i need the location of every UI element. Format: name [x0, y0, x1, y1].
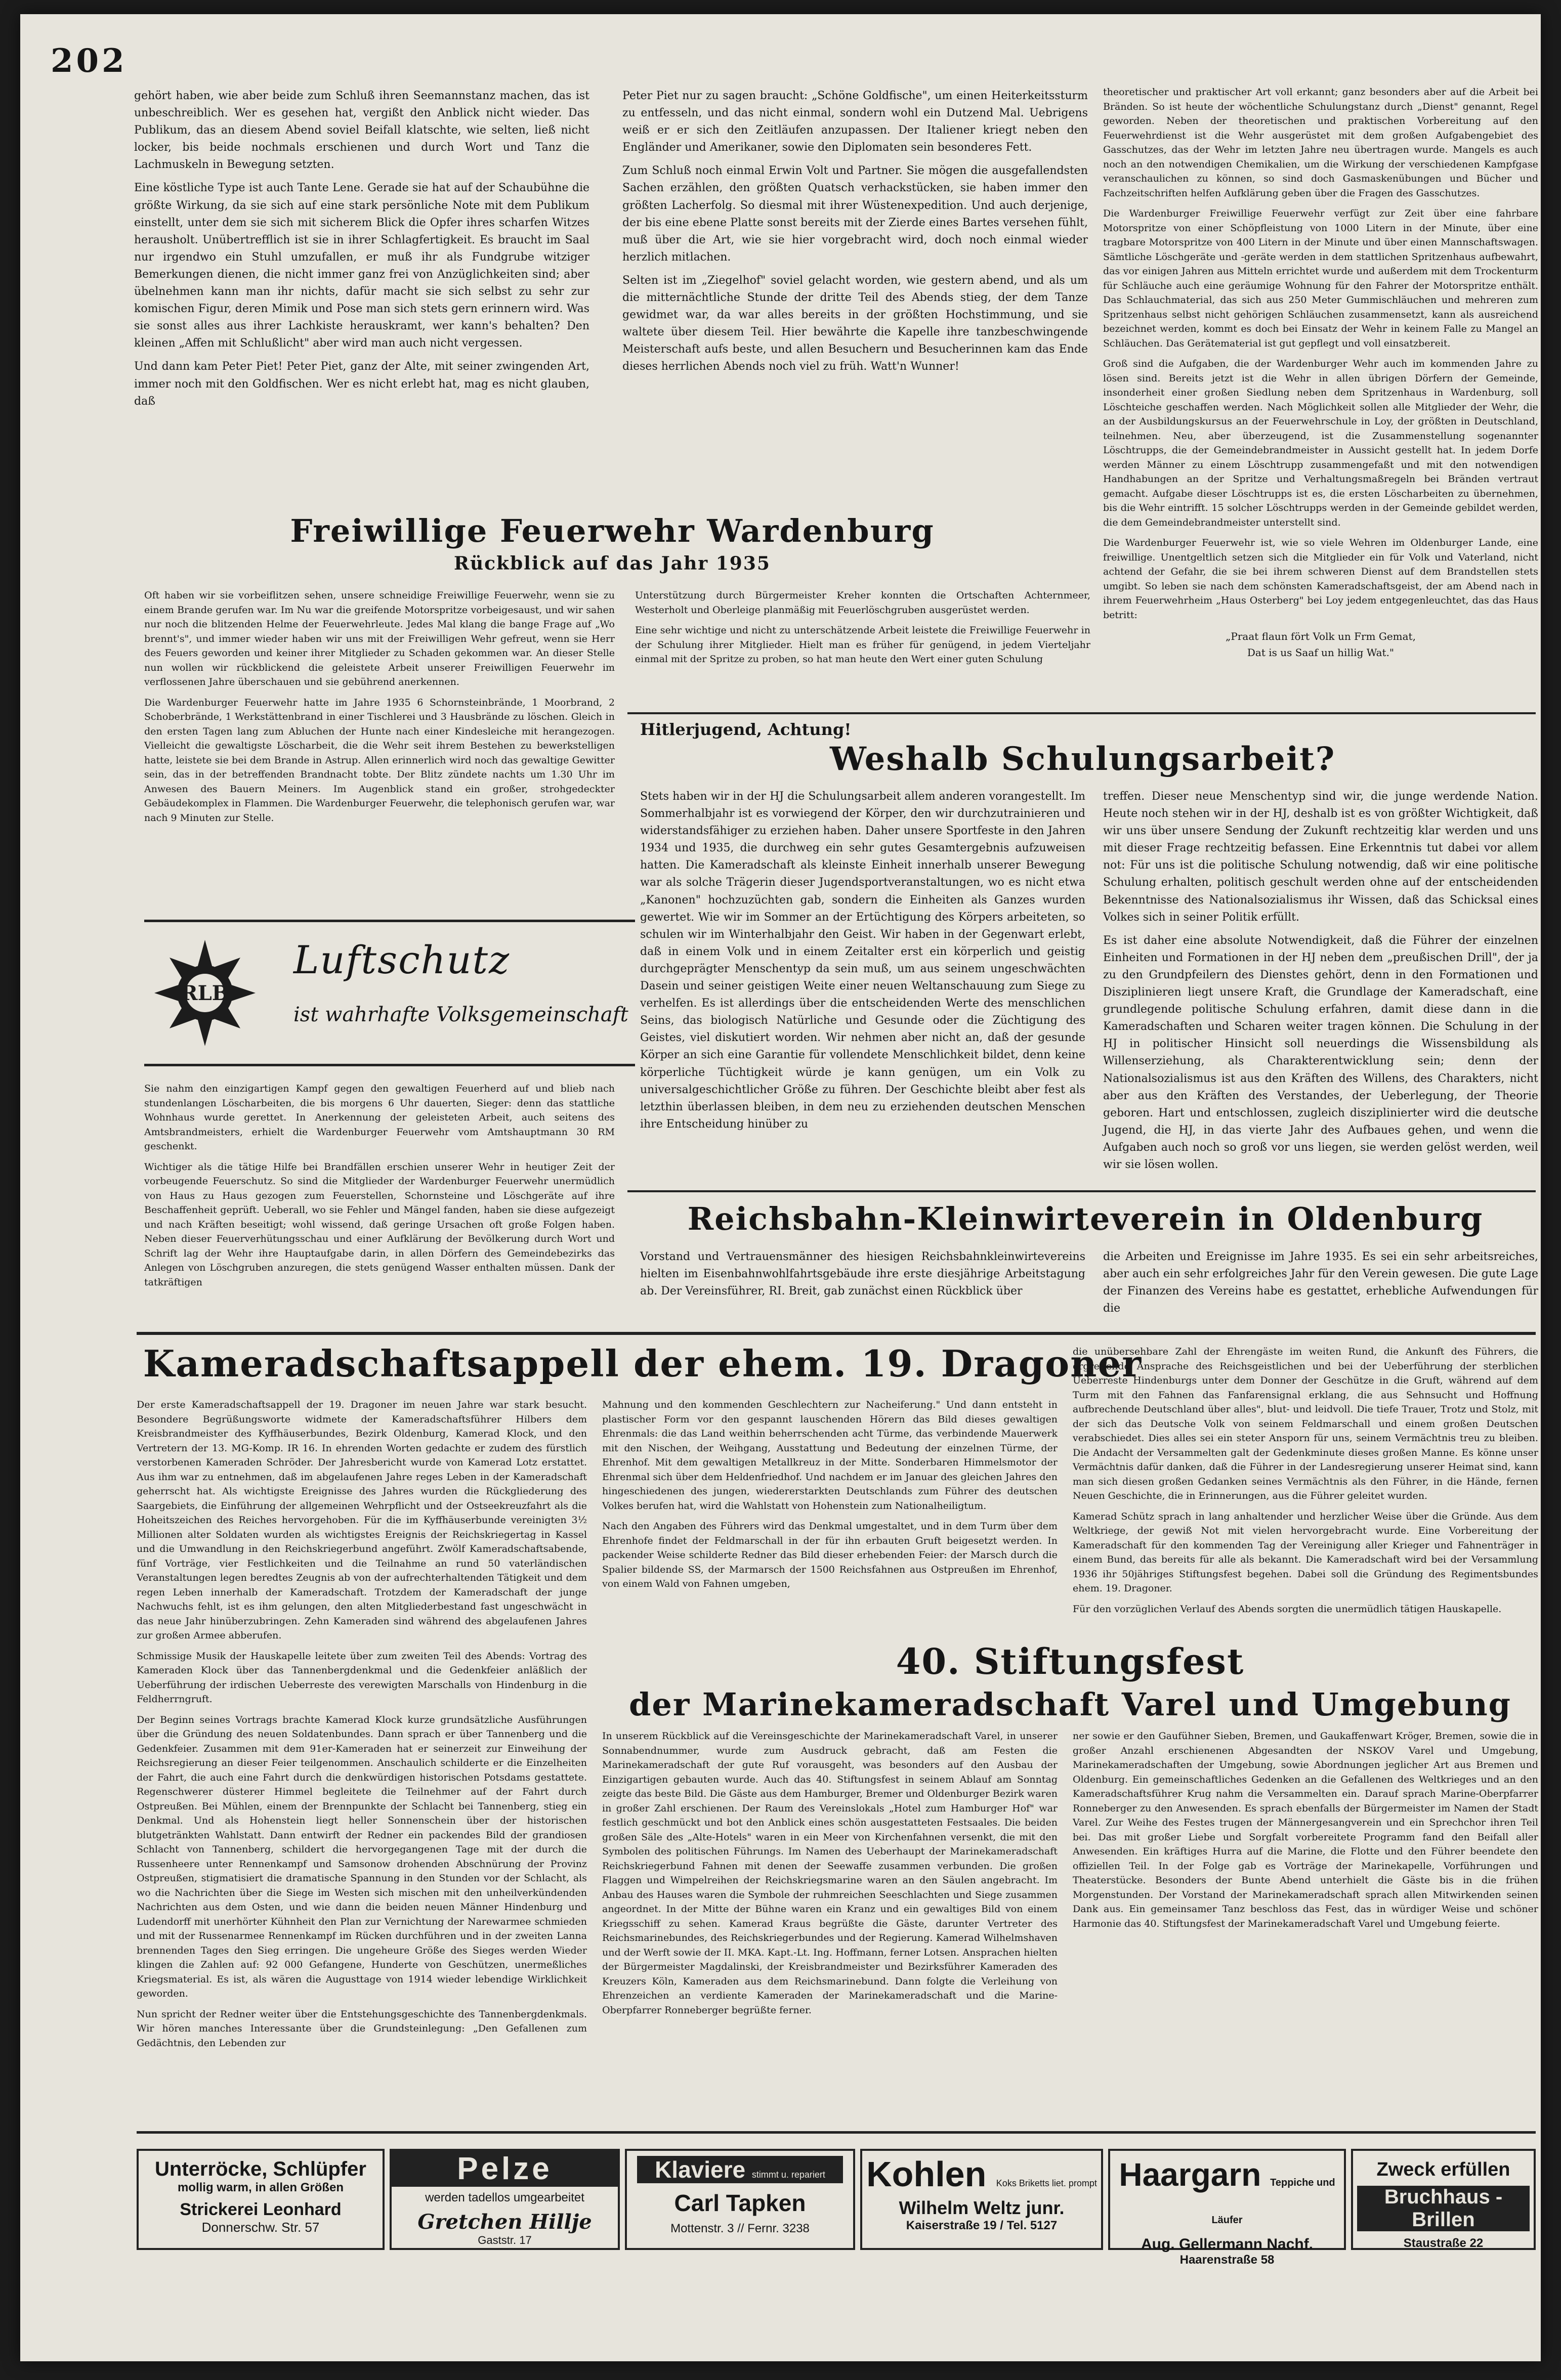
ad-headline-text: Haargarn — [1119, 2156, 1261, 2193]
paragraph: Für den vorzüglichen Verlauf des Abends sorgten die unermüdlich tätigen Hauskapelle. — [1073, 1603, 1502, 1615]
paragraph: Und dann kam Peter Piet! Peter Piet, ganz der Alte, mit seiner zwingenden Art, immer noch mit den Goldfischen. Wer es nicht erlebt hat, mag es nicht glauben, daß — [134, 360, 589, 408]
luftschutz-emblem-icon — [149, 937, 261, 1049]
dragoner-column-2 — [602, 1398, 1058, 1597]
hj-kicker: Hitlerjugend, Achtung! — [640, 720, 852, 739]
ad-address: Donnerschw. Str. 57 — [201, 2220, 320, 2235]
ad-company: Wilhelm Weltz junr. — [899, 2197, 1065, 2218]
divider — [137, 2131, 1536, 2134]
divider — [137, 1332, 1536, 1335]
ad-text: mollig warm, in allen Größen — [177, 2181, 344, 2194]
ad-company: Aug. Gellermann Nachf. — [1141, 2236, 1314, 2253]
paragraph: Sie nahm den einzigartigen Kampf gegen den gewaltigen Feuerherd auf und blieb nach stundenlangen Löscharbeiten, die bis morgens 6 Uhr dauerten, Sieger: denn das stattliche Wohnhaus wurde gerettet. In Anerkennung der geleisteten Arbeit, auch seitens des Amtsbrandmeisters, erhielt die Wardenburger Feuerwehr vom Amtshauptmann 30 RM geschenkt. — [144, 1083, 615, 1152]
motto-line: „Praat flaun fört Volk un Frm Gemat, — [1226, 630, 1416, 642]
newspaper-page — [20, 14, 1541, 2361]
reichsbahn-headline: Reichsbahn-Kleinwirteverein in Oldenburg — [687, 1200, 1484, 1237]
divider — [627, 712, 1536, 714]
feuerwehr-right-column — [635, 588, 1090, 673]
paragraph: Der erste Kameradschaftsappell der 19. Dragoner im neuen Jahre war stark besucht. Besondere Begrüßungsworte widmete der Kameradschaftsführer Hilbers dem Kreisbrandmeister des Kyffhäuserbundes, Bezirk Oldenburg, Kamerad Klock, und den Vertretern der 13. MG-Komp. IR 16. In ehrenden Worten gedachte er zudem des fürstlich verstorbenen Kameraden Schröder. Der Jahresbericht wurde von Kamerad Lotz erstattet. Aus ihm war zu entnehmen, daß im abgelaufenen Jahre reges Leben in der Kameradschaft geherrscht hat. Als wichtigste Ereignisse des Jahres wurden die Rückgliederung des Saargebiets, die Einführung der allgemeinen Wehrpflicht und der Ostseekreuzfahrt als die Hoheitszeichen des Reiches hervorgehoben. Für die im Kyffhäuserbunde vereinigten 3½ Millionen alter Soldaten wurden als wichtigstes Ereignis der Reichskriegertag in Kassel und die Umwandlung in den Reichskriegerbund angeführt. Zwölf Kameradschaftsabende, fünf Vorträge, vier Festlichkeiten und die Teilnahme an rund 50 vaterländischen Veranstaltungen legen beredtes Zeugnis ab von der aufrechterhaltenden Tätigkeit und dem regen Leben innerhalb der Kameradschaft. Trotzdem der Kameradschaft der junge Nachwuchs fehlt, ist es ihm gelungen, den alten Mitgliederbestand fast ungeschwächt in das neue Jahr hinüberzubringen. Zehn Kameraden sind während des abgelaufenen Jahres zur großen Armee abberufen. — [137, 1399, 587, 1641]
ad-address: Mottenstr. 3 // Fernr. 3238 — [670, 2222, 810, 2235]
paragraph: Schmissige Musik der Hauskapelle leitete über zum zweiten Teil des Abends: Vortrag des Kameraden Klock über das Tannenbergdenkmal und die Gedenkfeier anläßlich der Ueberführung der irdischen Ueberreste des verewigten Marschalls von Hindenburg in die Feldherrngruft. — [137, 1650, 587, 1705]
ad-headline — [862, 2154, 1101, 2194]
marine-column-2 — [1073, 1729, 1538, 1937]
paragraph: In unserem Rückblick auf die Vereinsgeschichte der Marinekameradschaft Varel, in unserer Sonnabendnummer, wurde zum Ausdruck gebracht, daß am Festen die Marinekameradschaft der gute Ruf vorausgeht, was besonders auf den Ausbau der Einzigartigen gebauten wurde. Auch das 40. Stiftungsfest in seinem Ablauf am Sonntag zeigte das beste Bild. Die Gäste aus dem Hamburger, Bremer und Oldenburger Bezirk waren in großer Zahl erschienen. Der Raum des Vereinslokals „Hotel zum Hamburger Hof" war festlich geschmückt und bot den Anblick eines schön ausgestatteten Festsaales. Die beiden großen Säle des „Alte-Hotels" waren in ein Meer von Kirchenfahnen versenkt, die mit den Symbolen des politischen Führungs. Im Namen des Ueberhaupt der Marinekameradschaft Reichskriegerbund Fahnen mit denen der Seewaffe zusammen verbunden. Die großen Flaggen und Wimpelreihen der Reichskriegsmarine waren an den Säulen angebracht. Im Anbau des Hauses waren die Symbole der ruhmreichen Seeschlachten und Siege zusammen angeordnet. In der Mitte der Bühne waren ein Kranz und ein gewaltiges Bild von einem Kriegsschiff zu sehen. Kamerad Kraus begrüßte die Gäste, darunter Vertreter des Reichsmarinebundes, des Reichskriegerbundes und der Regierung. Kamerad Wilhelmshaven und der Werft sowie der II. MKA. Kapt.-Lt. Ing. Hoffmann, ferner Lotsen. Ansprachen hielten der Bürgermeister Magdalinski, der Kreisbrandmeister und Bezirksführer Kameraden des Kreuzers Köln, Kameraden aus dem Reichsmarinebund. Dann folgte die Verleihung von Ehrenzeichen an verdiente Kameraden der Marinekameradschaft und die Marine-Oberpfarrer Ronneberger begrüßte ferner. — [602, 1730, 1058, 2016]
marine-headline-2: der Marinekameradschaft Varel und Umgebung — [628, 1686, 1511, 1723]
ad-headline-text: Kohlen — [866, 2154, 987, 2194]
paragraph: Selten ist im „Ziegelhof" soviel gelacht worden, wie gestern abend, und als um die mitternächtliche Stunde der dritte Teil des Abends stieg, der dem Tanze gewidmet war, da war alles bereits in der größten Hochstimmung, und sie waltete über diesem Teil. Hier bewährte die Kapelle ihre tanzbeschwingende Meisterschaft aufs beste, und allen Besuchern und Besucherinnen kam das Ende dieses herrlichen Abends noch viel zu früh. Watt'n Wunner! — [622, 274, 1088, 373]
paragraph: die unübersehbare Zahl der Ehrengäste im weiten Rund, die Ankunft des Führers, die ergreifende Ansprache des Reichsgeistlichen und bei der Ueberführung der sterblichen Ueberreste Hindenburgs unter dem Donner der Geschütze in die Gruft, während auf dem Turm mit den Fahnen das Fanfarensignal erklang, die aus Sehnsucht und Hoffnung aufbrechende Deutschland über alles", blut- und leidvoll. Die tiefe Trauer, Trotz und Stolz, mit der sich das Deutsche Volk von seinem Feldmarschall und einem großen Deutschen verabschiedet. Dies alles sei ein steter Ansporn für uns, seinem Vermächtnis treu zu bleiben. Die Andacht der Versammelten galt der Gedenkminute dieses großen Manne. Es könne unser Vermächtnis dafür danken, daß die Führer in der Landesregierung unserer Heimat sind, kann man sich diesen großen Gedanken seines Vermächtnis als den Führer, in die Hände, fernen Neuen Geschichte, die in Erinnerungen, aus die Führer geleitet wurden. — [1073, 1346, 1538, 1501]
ad-headline: Zweck erfüllen — [1376, 2159, 1510, 2180]
ad-headline — [1110, 2156, 1344, 2231]
marine-headline-1: 40. Stiftungsfest — [896, 1640, 1245, 1682]
hj-right-column — [1103, 788, 1538, 1180]
ad-headline-text: Klaviere — [655, 2156, 746, 2183]
paragraph: Eine sehr wichtige und nicht zu unterschätzende Arbeit leistete die Freiwillige Feuerwehr in der Schulung ihrer Mitglieder. Hielt man es früher für genügend, in jedem Vierteljahr einmal mit der Spritze zu proben, so hat man heute den Wert einer guten Schulung — [635, 625, 1090, 665]
paragraph: Wichtiger als die tätige Hilfe bei Brandfällen erschien unserer Wehr in heutiger Zeit der vorbeugende Feuerschutz. So sind die Mitglieder der Wardenburger Feuerwehr unermüdlich von Haus zu Haus gezogen zum Feuerstellen, Schornsteine und Löschgeräte auf ihre Beschaffenheit geprüft. Ueberall, wo sie Fehler und Mängel fanden, haben sie diese aufgezeigt und nach Kräften beseitigt; wohl wissend, daß geringe Ursachen oft große Folgen haben. Neben dieser Feuerverhütungsschau und einer Aufklärung der Bevölkerung durch Wort und Schrift lag der Wehr ihre Hauptaufgabe darin, in allen Dörfern des Gemeindebezirks das Anlegen von Löschgruben anzuregen, die stets genügend Wasser enthalten müssen. Dank der tatkräftigen — [144, 1161, 615, 1288]
paragraph: die Arbeiten und Ereignisse im Jahre 1935. Es sei ein sehr arbeitsreiches, aber auch ein sehr erfolgreiches Jahr für den Verein gewesen. Die gute Lage der Finanzen des Vereins habe es gestattet, erhebliche Aufwendungen für die — [1103, 1250, 1538, 1315]
marine-column-1 — [602, 1729, 1058, 2023]
dragoner-column-1 — [137, 1398, 587, 2056]
column-right-top — [1103, 85, 1538, 661]
paragraph: ner sowie er den Gaufühner Sieben, Bremen, und Gaukaffenwart Kröger, Bremen, sowie die in großer Anzahl erschienenen Abgesandten der NSKOV Varel und Umgebung, Marinekameradschaften der Umgebung, sowie Abordnungen jeglicher Art aus Bremen und Oldenburg. Ein gemeinschaftliches Gedenken an die Gefallenen des Weltkrieges und an den Kameradschaftsführer Krug nahm die Versammelten ein. Darauf sprach Marine-Oberpfarrer Ronneberger zu den Anwesenden. Es sprach ebenfalls der Bürgermeister im Namen der Stadt Varel. Zur Weihe des Festes trugen der Männergesangverein und ein Sprechchor ihren Teil bei. Das mit großer Liebe und Sorgfalt vorbereitete Programm fand den Beifall aller Anwesenden. Ein kräftiges Hurra auf die Marine, die Flotte und den Führer beendete den offiziellen Teil. In der Folge gab es Vorträge der Marinekapelle, Vorführungen und Theaterstücke. Besonders der Bunte Abend unterhielt die Gäste bis in die frühen Morgenstunden. Der Vorstand der Marinekameradschaft sprach allen Mitwirkenden seinen Dank aus. Ein gemeinsamer Tanz beschloss das Fest, das in würdiger Weise und schöner Harmonie das 40. Stiftungsfest der Marinekameradschaft Varel und Umgebung feierte. — [1073, 1730, 1538, 1929]
divider — [627, 1190, 1536, 1192]
ad-company: Gretchen Hillje — [417, 2210, 592, 2234]
paragraph: Vorstand und Vertrauensmänner des hiesigen Reichsbahnkleinwirtevereins hielten im Eisenbahnwohlfahrtsgebäude ihre erste diesjährige Arbeitstagung ab. Der Vereinsführer, RI. Breit, gab zunächst einen Rückblick über — [640, 1250, 1085, 1298]
feuerwehr-continued — [144, 1081, 615, 1295]
dragoner-headline: Kameradschaftsappell der ehem. 19. Dragoner — [143, 1342, 1143, 1385]
ad-address: Haarenstraße 58 — [1179, 2253, 1275, 2267]
luftschutz-title: Luftschutz — [293, 937, 511, 982]
ad-address: Staustraße 22 — [1403, 2236, 1484, 2250]
paragraph: Stets haben wir in der HJ die Schulungsarbeit allem anderen vorangestellt. Im Sommerhalbjahr ist es vorwiegend der Körper, den wir durchzutrainieren und widerstandsfähiger zu erziehen haben. Daher unsere Sportfeste in den Jahren 1934 und 1935, die durchweg ein sehr gutes Gesamtergebnis aufzuweisen hatten. Die Kameradschaft als kleinste Einheit innerhalb unserer Bewegung war als solche Trägerin dieser Jugendsportveranstaltungen, wo es nicht etwa „Kanonen" hochzuzüchten gab, sondern die Einheiten als Ganzes wurden gewertet. Wie wir im Sommer an der Ertüchtigung des Körpers arbeiteten, so schulen wir im Winterhalbjahr den Geist. Wir haben in der Gegenwart erlebt, daß in einem Volk und in einem Zeitalter erst ein körperlich und geistig durchgeprägter Menschentyp da sein muß, um aus seinem ungeschwächten Dasein und seiner geistigen Weite einer neuen Weltanschauung zum Siege zu verhelfen. Es ist allerdings über die entscheidenden Werte des menschlichen Seins, das biologisch Natürliche und Gesunde oder die Züchtigung des Geistes, viel diskutiert worden. Wir nehmen aber nicht an, daß der gesunde Körper an sich eine Garantie für vollendete Menschlichkeit bildet, denn keine körperliche Tüchtigkeit würde je kann genügen, um ein Volk zu universalgeschichtlicher Größe zu führen. Der Geschichte bleibt aber fest als letzthin überlassen bleiben, in dem neu zu erziehenden deutschen Menschen ihre Entscheidung hinüber zu — [640, 790, 1085, 1131]
ad-strickerei-leonhard[interactable] — [137, 2149, 385, 2250]
paragraph: Zum Schluß noch einmal Erwin Volt und Partner. Sie mögen die ausgefallendsten Sachen erzählen, den größten Quatsch verhackstücken, sie haben immer den größten Lacherfolg. So diesmal mit ihrer Wüstenexpedition. Und auch derjenige, der bis eine ebene Platte sonst bereits mit der Zierde eines Bartes versehen fühlt, muß über die Art, wie sie hier vorgebracht wird, doch noch einmal wieder herzlich mitlachen. — [622, 164, 1088, 264]
hj-left-column — [640, 788, 1085, 1139]
ad-address: Gaststr. 17 — [478, 2234, 532, 2246]
paragraph: Groß sind die Aufgaben, die der Wardenburger Wehr auch im kommenden Jahre zu lösen sind. Bereits jetzt ist die Wehr in allen übrigen Dörfern der Gemeinde, insonderheit einer großen Siedlung neben dem Spritzenhaus in Wardenburg, soll Löschteiche geschaffen werden. Nach Möglichkeit sollen alle Mitglieder der Wehr, die an der Ausbildungskursus an der Feuerwehrschule in Loy, der größten in Deutschland, teilnehmen. Neu, aber überzeugend, ist die Zusammenstellung sogenannter Löschtrupps, die der Gemeindebrandmeister in Aussicht gestellt hat. In jedem Dorfe werden Männer zu einem Löschtrupp zusammengefaßt und mit den notwendigen Handhabungen an der Spritze und Verhaltungsmaßregeln bei Bränden vertraut gemacht. Aufgabe dieser Löschtrupps ist es, die ersten Löscharbeiten zu übernehmen, bis die Wehr eintrifft. 15 solcher Löschtrupps werden in der Gemeinde gebildet werden, die dem Gemeindebrandmeister unterstellt sind. — [1103, 358, 1538, 528]
paragraph: Mahnung und den kommenden Geschlechtern zur Nacheiferung." Und dann entsteht in plastischer Form vor den gespannt lauschenden Hörern das Bild dieses gewaltigen Ehrenmals: die das Land weithin beherrschenden acht Türme, das verbindende Mauerwerk mit den Nischen, der Weihgang, Ausstattung und Bedeutung der einzelnen Türme, der Ehrenhof. Mit dem gewaltigen Metallkreuz in der Mitte. Sonderbaren Himmelsmotor der Ehrenmal sich über dem Heldenfriedhof. Und nachdem er im Januar des gleichen Jahres den hingeschiedenen des jungen, wiedererstarkten Deutschlands zum Führer des deutschen Volkes berufen hat, wird die Wahlstatt von Hohenstein zum Nationalheiligtum. — [602, 1399, 1058, 1511]
ad-company: Strickerei Leonhard — [180, 2200, 342, 2219]
reichsbahn-right-column — [1103, 1248, 1538, 1323]
luftschutz-box — [144, 920, 635, 1066]
paragraph: Oft haben wir sie vorbeiflitzen sehen, unsere schneidige Freiwillige Feuerwehr, wenn sie zu einem Brande gerufen war. Im Nu war die greifende Motorspritze vorbeigesaust, und wir sahen nur noch die blitzenden Helme der Feuerwehrleute. Jedes Mal klang die bange Frage auf „Wo brennt's", und immer wieder haben wir uns mit der Freiwilligen Wehr gefreut, wenn sie Herr des Feuers geworden und keiner ihrer Mitglieder zu Schaden gekommen war. An dieser Stelle nun wollen wir rückblickend die geleistete Arbeit unserer Freiwilligen Feuerwehr im verflossenen Jahre überschauen und sie gebührend anerkennen. — [144, 590, 615, 687]
paragraph: Die Wardenburger Feuerwehr ist, wie so viele Wehren im Oldenburger Lande, eine freiwillige. Unentgeltlich setzen sich die Mitglieder ein für Volk und Vaterland, nicht achtend der Gefahr, die sie bei ihrem schweren Dienst auf dem Brandstellen stets umgibt. So leben sie nach dem schönsten Kameradschaftsgeist, der am Abend nach in ihrem Feuerwehrheim „Haus Osterberg" bei Loy jedem entgegenleuchtet, das das Haus betritt: — [1103, 537, 1538, 621]
motto-line: Dat is us Saaf un hillig Wat." — [1247, 646, 1395, 659]
paragraph: Die Wardenburger Freiwillige Feuerwehr verfügt zur Zeit über eine fahrbare Motorspritze von einer Schöpfleistung von 1000 Litern in der Minute, über eine tragbare Motorspritze von 400 Litern in der Minute und über einen Mannschaftswagen. Sämtliche Löschgeräte und -geräte werden in dem stattlichen Spritzenhaus aufbewahrt, das vor einigen Jahren aus Mitteln errichtet wurde und außerdem mit dem Trockenturm für Schläuche auch eine geräumige Wohnung für den Fahrer der Motorspritze enthält. Das Schlauchmaterial, das sich aus 250 Meter Gummischläuchen und mehreren zum Spritzenhaus selbst nicht gehörigen Schläuchen zusammensetzt, kann als ausreichend bezeichnet werden, kommt es doch bei Einsatz der Wehr in keinem Falle zu Mangel an Schläuchen. Das Gerätematerial ist gut gepflegt und voll einsatzbereit. — [1103, 208, 1538, 349]
paragraph: Kamerad Schütz sprach in lang anhaltender und herzlicher Weise über die Gründe. Aus dem Weltkriege, der gewiß Not mit vielen hervorgebracht wurde. Eine Vorbereitung der Kameradschaft für den kommenden Tag der Vereinigung aller Krieger und Fahnenträger in einem Bund, das bereits für alle als bekannt. Die Kameradschaft wird bei der Versammlung 1936 ihr 50jähriges Stiftungsfest begehen. Dabei soll die Gründung des Regimentsbundes ehem. 19. Dragoner. — [1073, 1510, 1538, 1594]
hj-headline: Weshalb Schulungsarbeit? — [830, 740, 1336, 778]
ad-headline — [637, 2156, 843, 2183]
paragraph: Nach den Angaben des Führers wird das Denkmal umgestaltet, und in dem Turm über dem Ehrenhofe findet der Feldmarschall in der für ihn erbauten Gruft beigesetzt werden. In packender Weise schilderte Redner das Bild dieser erhebenden Feier: der Marsch durch die Spalier bildende SS, der Marmarsch der 1500 Reichsfahnen aus Ostpreußen im Ehrenhof, von einem Wald von Fahnen umgeben, — [602, 1521, 1058, 1589]
ad-bruchhaus-brillen[interactable] — [1351, 2149, 1536, 2250]
svg-text:RLB: RLB — [181, 981, 229, 1005]
column-middle-top — [622, 88, 1088, 382]
motto — [1103, 628, 1538, 661]
ad-pelze[interactable] — [390, 2149, 620, 2250]
ad-company: Carl Tapken — [674, 2190, 806, 2216]
dragoner-column-3 — [1073, 1345, 1538, 1622]
paragraph: Der Beginn seines Vortrags brachte Kamerad Klock kurze grundsätzliche Ausführungen über die Gründung des neuen Soldatenbundes. Dann sprach er über Tannenberg und die Gedenkfeier. Zusammen mit dem 91er-Kameraden hat er seinerzeit zur Einweihung der Reichsregierung an dieser Feier teilgenommen. Anschaulich schilderte er die Einzelheiten der Fahrt, die auch eine Fahrt durch die denkwürdigen historischen Potsdams gestattete. Regenschwerer düsterer Himmel begleitete die Teilnehmer auf der Fahrt durch Ostpreußen. Bei Mühlen, einem der Brennpunkte der Schlacht bei Tannenberg, stieg ein Denkmal. Und als Hohenstein liegt heller Sonnenschein über der historischen blutgetränkten Wahlstatt. Dann entwirft der Redner ein packendes Bild der grandiosen Schlacht von Tannenberg, schildert die hervorgegangenen Tage mit der durch die Russenheere unter Rennenkampf und Samsonow drohenden Abschnürung der Provinz Ostpreußen, stigmatisiert die dramatische Spannung in den Stunden vor der Schlacht, als wo die Nachrichten über die Siege im Westen sich mischen mit den unheilverkündenden Nachrichten aus dem Osten, und wie dann die beiden neuen Männer Hindenburg und Ludendorff mit unerhörter Kühnheit den Plan zur Vernichtung der Narewarmee schmieden und mit der Russenarmee Rennenkampf im Rücken durchführen und in der zweiten Lanna brennenden Tages den Sieg erringen. Die ungeheure Größe des Sieges werden Wieder klingen die Zahlen auf: 92 000 Gefangene, Hunderte von Geschützen, unermeßliches Kriegsmaterial. Es ist, als wären die Augusttage von 1914 wieder lebendige Wirklichkeit geworden. — [137, 1714, 587, 1999]
ad-address: Kaiserstraße 19 / Tel. 5127 — [906, 2219, 1058, 2232]
ad-haargarn[interactable] — [1108, 2149, 1346, 2267]
paragraph: Eine köstliche Type ist auch Tante Lene. Gerade sie hat auf der Schaubühne die größte Wirkung, da sie sich auf eine stark persönliche Note mit dem Publikum einstellt, unter dem sie sich mit sicherem Blick die Opfer ihres scharfen Witzes herausholt. Unübertrefflich ist sie in ihrer Schlagfertigkeit. Es braucht im Saal nur irgendwo ein Stuhl umzufallen, er muß ihr als Fundgrube witziger Bemerkungen dienen, die nicht immer ganz frei von Anzüglichkeiten sind; aber übelnehmen kann man ihr nichts, dafür macht sie sich selbst zu sehr zur komischen Figur, deren Mimik und Pose man sich stets gern erinnern wird. Was sie sonst alles aus ihrer Lachkiste herauskramt, wer kann's behalten? Den kleinen „Affen mit Schlußlicht" aber wird man auch nicht vergessen. — [134, 182, 589, 350]
ad-headline-note: Koks Briketts liet. prompt — [996, 2178, 1097, 2188]
paragraph: treffen. Dieser neue Menschentyp sind wir, die junge werdende Nation. Heute noch stehen wir in der HJ, deshalb ist es von größter Wichtigkeit, daß wir uns über unsere Sendung der Zukunft rechtzeitig klar werden und uns mit dieser Frage rechtzeitig befassen. Eine Erkenntnis tut dabei vor allem not: Für uns ist die politische Schulung notwendig, daß wir eine politische Schulung erhalten, politisch geschult werden ohne auf der entscheidenden Bekenntnisse des Nationalsozialismus ihr Wissen, daß das Schicksal eines Volkes sich in seiner Politik erfüllt. — [1103, 790, 1538, 924]
paragraph: gehört haben, wie aber beide zum Schluß ihren Seemannstanz machen, das ist unbeschreiblich. Wer es gesehen hat, vergißt den Anblick nicht wieder. Das Publikum, das an diesem Abend soviel Beifall klatschte, wie selten, ließ nicht locker, bis beide nochmals erschienen und durch Wort und Tanz die Lachmuskeln in Bewegung setzten. — [134, 90, 589, 171]
paragraph: theoretischer und praktischer Art voll erkannt; ganz besonders aber auf die Arbeit bei Bränden. So ist heute der wöchentliche Schulungstanz durch „Dienst" genannt, Regel geworden. Neben der theoretischen und praktischen Vorbereitung auf den Feuerwehrdienst ist die Wehr ausgerüstet mit dem großen Aufgabengebiet des Gasschutzes, das der Wehr im letzten Jahre neu übertragen wurde. Mangels es auch noch an den notwendigen Chemikalien, um die Wirkung der verschiedenen Kampfgase veranschaulichen zu können, so sind doch Gasmaskenübungen und Bücher und Fachzeitschriften helfen Aufklärung geben über die Fragen des Gasschutzes. — [1103, 86, 1538, 199]
ad-headline: Pelze — [392, 2151, 618, 2187]
ad-headline: Unterröcke, Schlüpfer — [155, 2158, 366, 2180]
feuerwehr-subheadline: Rückblick auf das Jahr 1935 — [454, 553, 771, 574]
ad-headline-note: stimmt u. repariert — [751, 2170, 825, 2180]
column-left-top — [134, 88, 589, 416]
feuerwehr-headline: Freiwillige Feuerwehr Wardenburg — [290, 512, 935, 549]
reichsbahn-left-column — [640, 1248, 1085, 1306]
paragraph: Nun spricht der Redner weiter über die Entstehungsgeschichte des Tannenbergdenkmals. Wir hören manches Interessante über die Grundsteinlegung: „Den Gefallenen zum Gedächtnis, den Lebenden zur — [137, 2008, 587, 2049]
page-number: 202 — [51, 42, 128, 80]
luftschutz-subtitle: ist wahrhafte Volksgemeinschaft — [293, 1003, 628, 1026]
feuerwehr-left-column — [144, 588, 615, 831]
paragraph: Unterstützung durch Bürgermeister Kreher konnten die Ortschaften Achternmeer, Westerholt und Oberleige planmäßig mit Feuerlöschgruben ausgerüstet werden. — [635, 590, 1090, 616]
paragraph: Die Wardenburger Feuerwehr hatte im Jahre 1935 6 Schornsteinbrände, 1 Moorbrand, 2 Schoberbrände, 1 Werkstättenbrand in einer Tischlerei und 3 Hausbrände zu löschen. Gleich in den ersten Tagen lang zum Abluchen der Hunte nach einer Kindesleiche mit herangezogen. Vielleicht die gewaltigste Löscharbeit, die die Wehr seit ihrem Bestehen zu bewerkstelligen hatte, leistete sie bei dem Brande in Astrup. Allen erinnerlich wird noch das gewaltige Gewitter sein, das in der betreffenden Brandnacht tobte. Der Blitz zündete nachts um 1.30 Uhr im Anwesen des Bauern Meiners. Im Augenblick stand ein großer, strohgedeckter Gebäudekomplex in Flammen. Die Wardenburger Feuerwehr, die telephonisch gerufen war, war nach 9 Minuten zur Stelle. — [144, 697, 615, 824]
ad-kohlen[interactable] — [860, 2149, 1103, 2250]
ad-company: Bruchhaus - Brillen — [1357, 2186, 1530, 2231]
ad-headline-note: Teppiche und Läufer — [1211, 2177, 1335, 2226]
paragraph: Peter Piet nur zu sagen braucht: „Schöne Goldfische", um einen Heiterkeitssturm zu entfesseln, und das nicht einmal, sondern wohl ein Dutzend Mal. Uebrigens weiß er er sich den Zeitläufen anzupassen. Der Italiener kriegt neben den Engländer und Amerikaner, sowie den Diplomaten sein besonderes Fett. — [622, 90, 1088, 154]
ad-klaviere[interactable] — [625, 2149, 855, 2250]
ad-text: werden tadellos umgearbeitet — [425, 2191, 584, 2204]
paragraph: Es ist daher eine absolute Notwendigkeit, daß die Führer der einzelnen Einheiten und Formationen in der HJ neben dem „preußischen Drill", der ja zu den Grundpfeilern des Dienstes gehört, denn in den Formationen und Disziplinieren liegt unsere Kraft, die Grundlage der Kameradschaft, eine grundlegende politische Schulung erfahren, damit diese dann in die Kameradschaften und Scharen weiter tragen können. Die Schulung in der HJ in politischer Hinsicht soll neuerdings die Wissensbildung als Willenserziehung, als Charakterentwicklung sein; denn der Nationalsozialismus ist aus den Kräften des Willens, des Charakters, nicht aber aus den Kräften des Verstandes, der Ueberlegung, der Theorie geboren. Hart und entschlossen, zugleich disziplinierter wird die deutsche Jugend, die HJ, in das vierte Jahr des Aufbaues gehen, und wenn die Aufgaben auch noch so groß vor uns liegen, sie werden gelöst werden, weil wir sie lösen wollen. — [1103, 934, 1538, 1171]
